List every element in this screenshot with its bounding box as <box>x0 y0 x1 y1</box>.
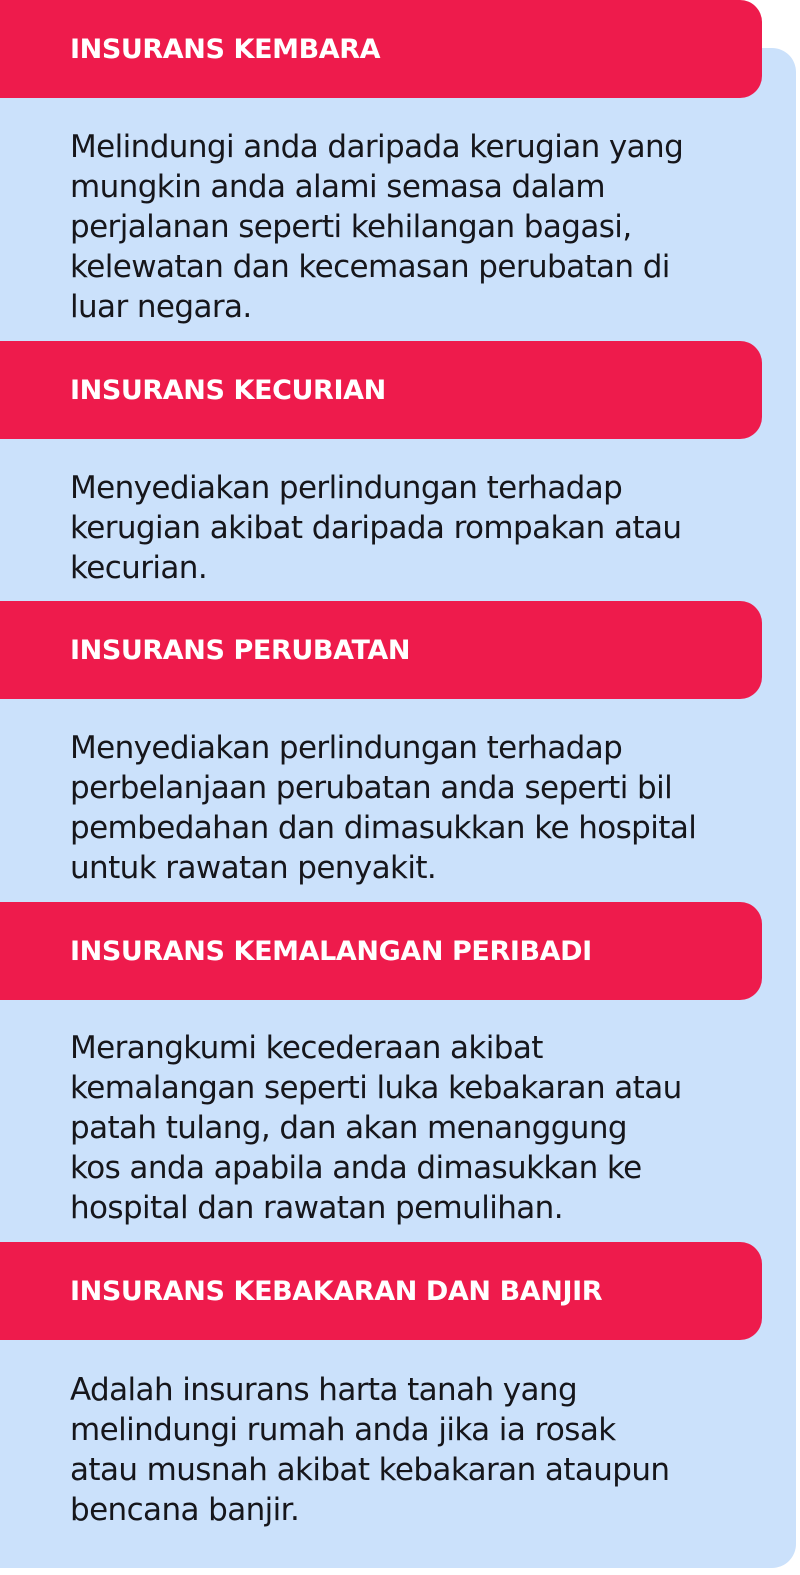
section-description: Melindungi anda daripada kerugian yang mungkin anda alami semasa dalam perjalanan seperti kehilangan bagasi, kelewatan dan kecemasan perubatan di luar negara. <box>70 129 684 325</box>
section-description: Menyediakan perlindungan terhadap kerugian akibat daripada rompakan atau kecurian. <box>70 470 682 586</box>
section-header-theft-insurance <box>0 341 762 439</box>
section-description: Menyediakan perlindungan terhadap perbelanjaan perubatan anda seperti bil pembedahan dan dimasukkan ke hospital untuk rawatan penyakit. <box>70 730 697 886</box>
section-header-personal-accident-insurance <box>0 902 762 1000</box>
section-title: INSURANS KEMALANGAN PERIBADI <box>70 935 592 967</box>
section-title: INSURANS KECURIAN <box>70 374 386 406</box>
section-header-fire-flood-insurance <box>0 1242 762 1340</box>
section-title: INSURANS PERUBATAN <box>70 634 411 666</box>
section-description: Merangkumi kecederaan akibat kemalangan seperti luka kebakaran atau patah tulang, dan akan menanggung kos anda apabila anda dimasukkan ke hospital dan rawatan pemulihan. <box>70 1030 682 1226</box>
section-title: INSURANS KEBAKARAN DAN BANJIR <box>70 1275 603 1307</box>
section-header-medical-insurance <box>0 601 762 699</box>
section-description: Adalah insurans harta tanah yang melindungi rumah anda jika ia rosak atau musnah akibat kebakaran ataupun bencana banjir. <box>70 1372 670 1528</box>
section-title: INSURANS KEMBARA <box>70 33 381 65</box>
section-header-travel-insurance <box>0 0 762 98</box>
